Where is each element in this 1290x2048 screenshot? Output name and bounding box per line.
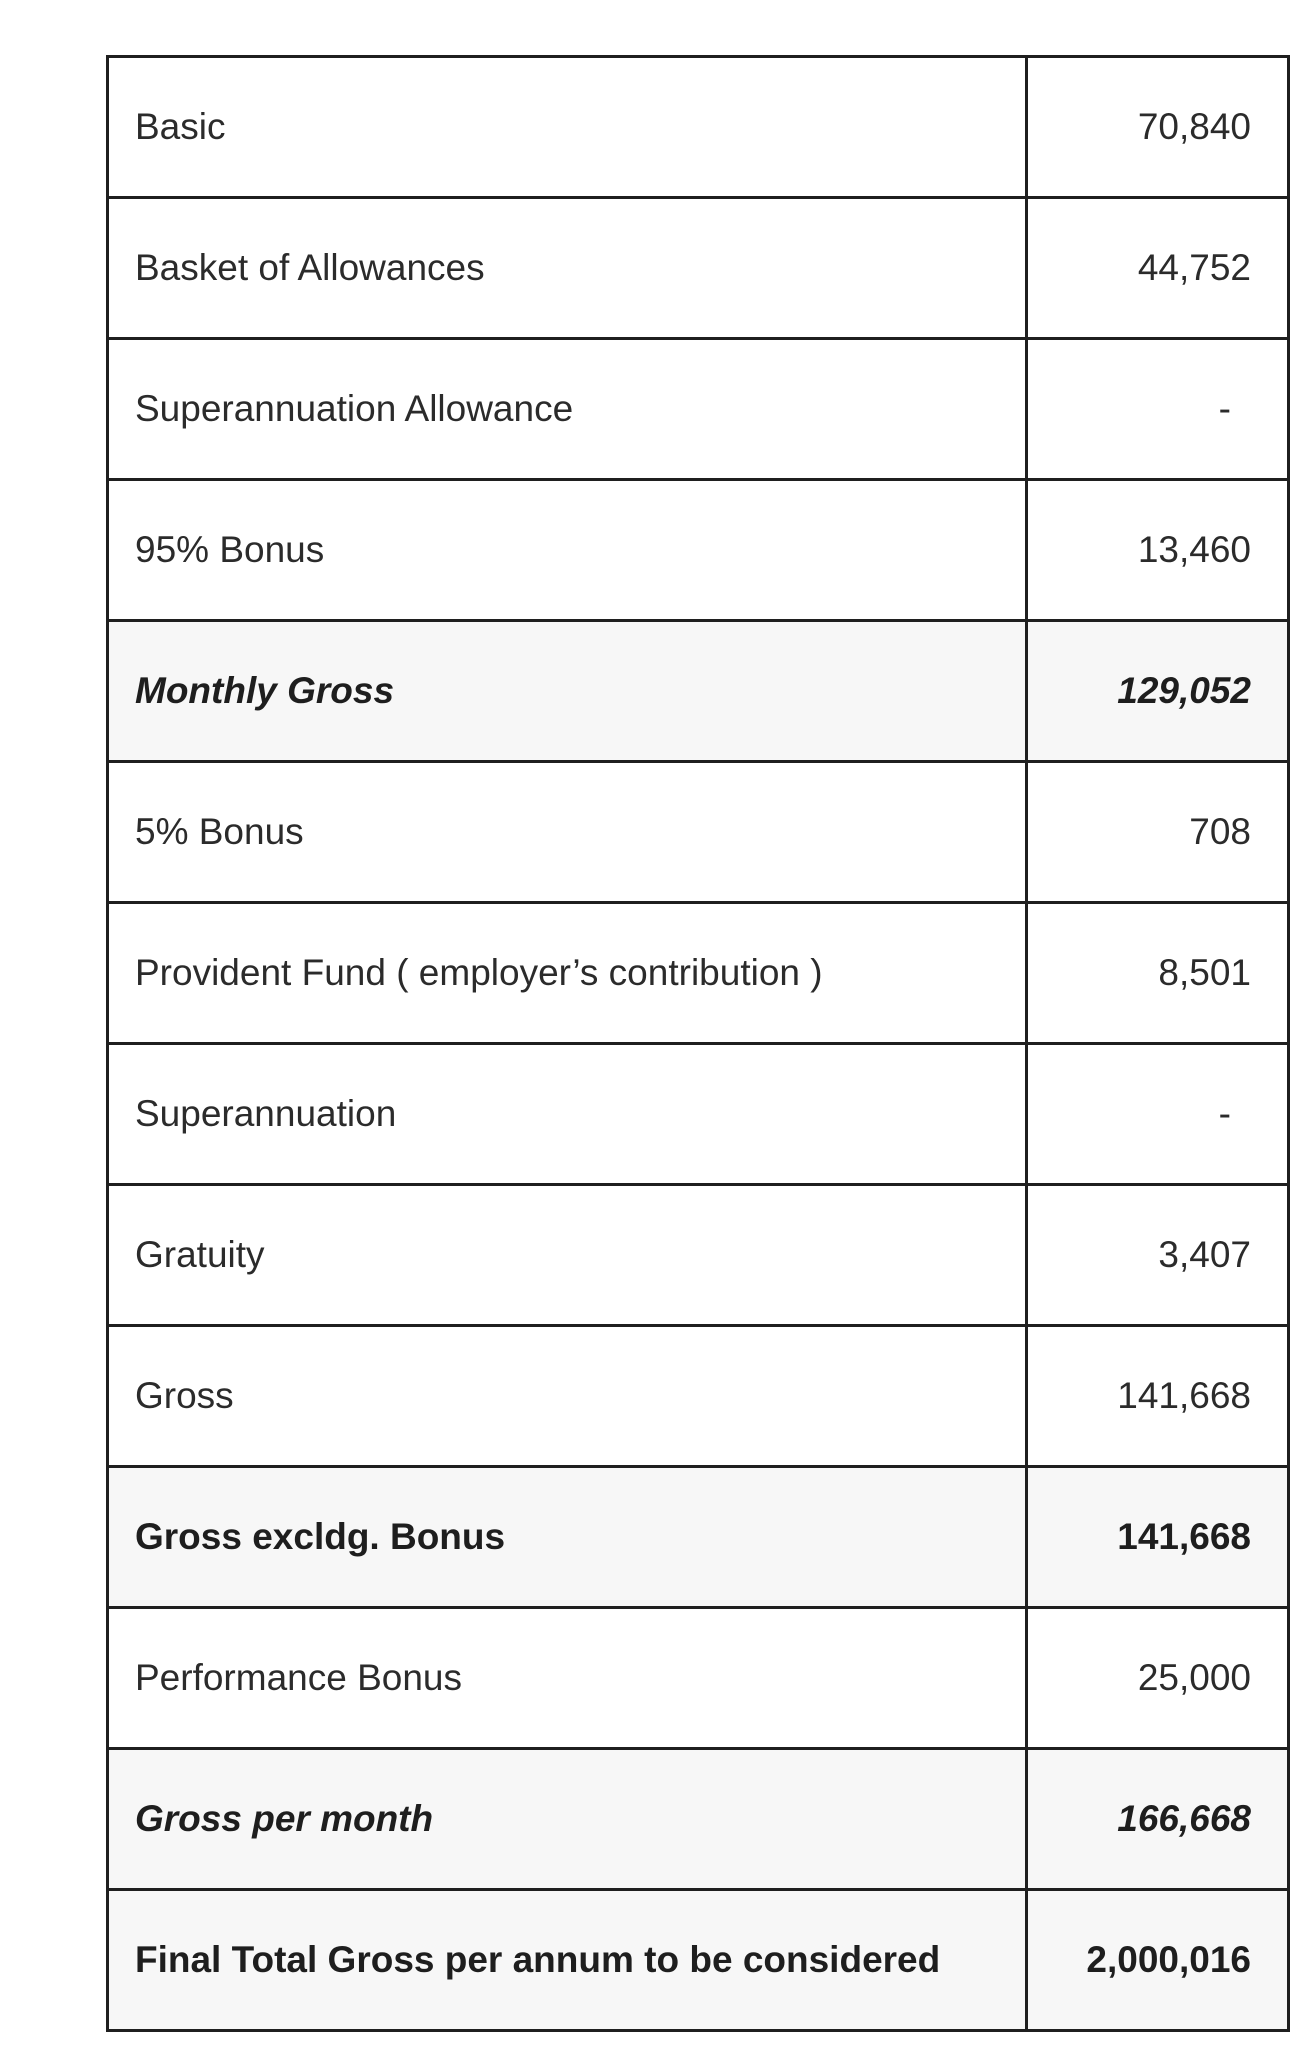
row-value: 70,840 — [1027, 57, 1289, 198]
row-label: Provident Fund ( employer’s contribution ) — [108, 903, 1027, 1044]
table-row-gross — [108, 1326, 1289, 1467]
row-label: 95% Bonus — [108, 480, 1027, 621]
row-value: 141,668 — [1027, 1326, 1289, 1467]
table-row-provident-fund — [108, 903, 1289, 1044]
salary-breakdown-table — [106, 55, 1290, 2032]
table-row-5-bonus — [108, 762, 1289, 903]
table-row-superannuation — [108, 1044, 1289, 1185]
table-row-95-bonus — [108, 480, 1289, 621]
table-row-gratuity — [108, 1185, 1289, 1326]
table-row-basket-of-allowances — [108, 198, 1289, 339]
row-label: Gross per month — [108, 1749, 1027, 1890]
table-row-final-total-gross — [108, 1890, 1289, 2031]
table-row-monthly-gross — [108, 621, 1289, 762]
table-row-gross-per-month — [108, 1749, 1289, 1890]
row-value: 141,668 — [1027, 1467, 1289, 1608]
row-value: 13,460 — [1027, 480, 1289, 621]
row-value: 3,407 — [1027, 1185, 1289, 1326]
row-label: Monthly Gross — [108, 621, 1027, 762]
table-row-superannuation-allowance — [108, 339, 1289, 480]
row-label: Superannuation — [108, 1044, 1027, 1185]
row-label: 5% Bonus — [108, 762, 1027, 903]
row-value: 2,000,016 — [1027, 1890, 1289, 2031]
row-label: Gross — [108, 1326, 1027, 1467]
row-value: 129,052 — [1027, 621, 1289, 762]
row-label: Performance Bonus — [108, 1608, 1027, 1749]
row-value: 166,668 — [1027, 1749, 1289, 1890]
row-label: Superannuation Allowance — [108, 339, 1027, 480]
table-row-basic — [108, 57, 1289, 198]
row-label: Gratuity — [108, 1185, 1027, 1326]
row-value: 708 — [1027, 762, 1289, 903]
row-value: - — [1027, 1044, 1289, 1185]
row-label: Basic — [108, 57, 1027, 198]
row-label: Final Total Gross per annum to be considered — [108, 1890, 1027, 2031]
row-label: Basket of Allowances — [108, 198, 1027, 339]
row-value: 44,752 — [1027, 198, 1289, 339]
table-row-gross-excluding-bonus — [108, 1467, 1289, 1608]
row-value: 25,000 — [1027, 1608, 1289, 1749]
row-label: Gross excldg. Bonus — [108, 1467, 1027, 1608]
table-row-performance-bonus — [108, 1608, 1289, 1749]
row-value: 8,501 — [1027, 903, 1289, 1044]
row-value: - — [1027, 339, 1289, 480]
